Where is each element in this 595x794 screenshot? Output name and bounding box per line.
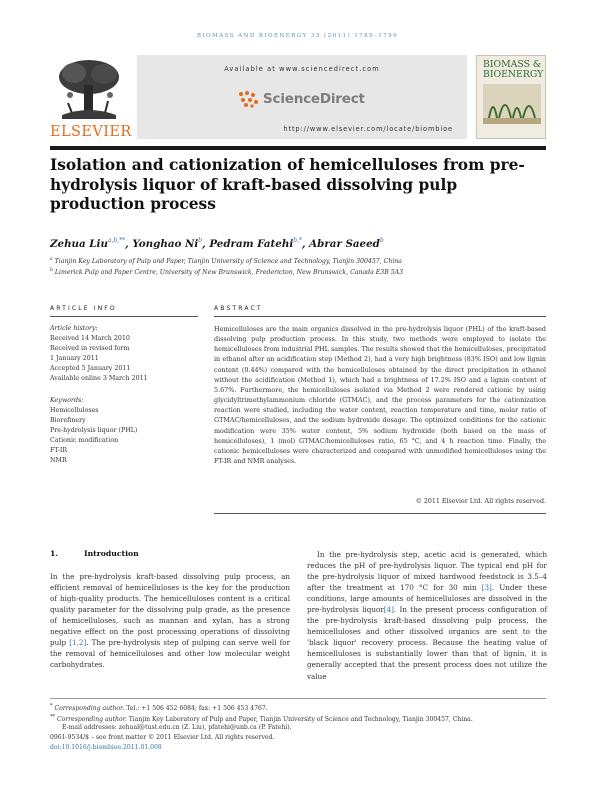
keyword: Biorefinery	[50, 416, 86, 424]
cover-title: BIOMASS & BIOENERGY	[483, 59, 544, 80]
article-info	[50, 324, 195, 466]
author-name: Zehua Liu	[50, 238, 108, 250]
footnote-corresponding-2: ** Corresponding author. Tianjin Key Laboratory of Pulp and Paper, Tianjin University of Science and Technology, Tianjin 300457, China.	[50, 714, 473, 724]
journal-homepage-link[interactable]: http://www.elsevier.com/locate/biombioe	[283, 125, 453, 133]
keyword: Pre-hydrolysis liquor (PHL)	[50, 426, 138, 434]
history-item: Available online 3 March 2011	[50, 375, 148, 383]
intro-left-column: In the pre-hydrolysis kraft-based dissolving pulp process, an efficient removal of hemicelluloses is the key for the production of high-quality products. The hemicelluloses content is a critical quality parameter for the dissolving pulp grade, as the presence of hemicelluloses, such as mannan and xylan, has a strong negative effect on the post processing operations of dissolving pulp [1,2]. The pre-hydrolysis step of pulping can serve well for the removal of hemicelluloses and other low molecular weight carbohydrates.	[50, 572, 291, 670]
author-list: Zehua Liu$^{a,b,**}$, Yonghao Ni$^b$, Pedram Fatehi$^{b,*}$, Abrar Saeed$^b$	[50, 237, 384, 250]
author-affil-marks[interactable]: b	[198, 237, 203, 244]
keyword: NMR	[50, 457, 67, 465]
author-name: Pedram Fatehi	[209, 238, 294, 250]
author-affil-marks[interactable]: b,*	[293, 237, 302, 244]
abstract-copyright: © 2011 Elsevier Ltd. All rights reserved.	[415, 498, 546, 505]
header-rule	[50, 146, 546, 150]
journal-cover	[476, 55, 546, 139]
section-heading	[50, 549, 139, 558]
footnote-corresponding-1: * Corresponding author. Tel.: +1 506 452 6084; fax: +1 506 453 4767.	[50, 703, 268, 713]
publisher-band	[137, 55, 467, 139]
sciencedirect-label: ScienceDirect	[263, 91, 365, 107]
cover-illustration-icon	[483, 84, 541, 124]
abstract-bottom-rule	[214, 513, 546, 514]
keyword: Hemicelluloses	[50, 406, 99, 414]
affiliation-b: $^b$ Limerick Pulp and Paper Centre, University of New Brunswick, Fredericton, New Brunswick, Canada E3B 5A3	[50, 268, 404, 276]
article-info-rule	[50, 316, 198, 317]
author-affil-marks[interactable]: a,b,**	[107, 237, 126, 244]
footnote-emails[interactable]: E-mail addresses: zehual@tust.edu.cn (Z. Liu), pfatehi@unb.ca (P. Fatehi).	[62, 724, 292, 731]
keywords-label: Keywords:	[50, 396, 84, 404]
history-item: Received 14 March 2010	[50, 335, 130, 343]
available-online-text[interactable]: Available at www.sciencedirect.com	[224, 65, 380, 73]
author-name: Abrar Saeed	[309, 238, 380, 250]
sciencedirect-icon	[237, 90, 259, 108]
elsevier-wordmark: ELSEVIER	[50, 124, 132, 140]
article-title: Isolation and cationization of hemicelluloses from pre-hydrolysis liquor of kraft-based dissolving pulp production process	[50, 156, 525, 214]
issn-line: 0961-9534/$ – see front matter © 2011 Elsevier Ltd. All rights reserved.	[50, 734, 275, 741]
keyword: FT-IR	[50, 447, 68, 455]
history-item: Received in revised form	[50, 345, 130, 353]
abstract-rule	[214, 316, 546, 317]
sciencedirect-logo[interactable]	[237, 88, 365, 110]
intro-right-column: In the pre-hydrolysis step, acetic acid is generated, which reduces the pH of pre-hydrolysis liquor. The typical end pH for the pre-hydrolysis liquor of mixed hardwood feedstock is 3.5–4 after the treatment at 170 °C for 30 min [3]. Under these conditions, large amounts of hemicelluloses are dissolved in the pre-hydrolysis liquor[4]. In the present process configuration of the pre-hydrolysis kraft-based dissolving pulp process, the hemicelluloses and other dissolved organics are sent to the 'black liquor' recovery process. Because the heating value of hemicelluloses is substantially lower than that of lignin, it is generally accepted that the present process does not utilize the value	[307, 550, 547, 681]
abstract-label: ABSTRACT	[214, 305, 263, 312]
history-item: Accepted 5 January 2011	[50, 365, 131, 373]
citation-link[interactable]: [3]	[481, 583, 492, 593]
keyword: Cationic modification	[50, 436, 119, 444]
section-title: Introduction	[84, 549, 139, 558]
section-number: 1.	[50, 549, 59, 558]
footnote-rule	[50, 698, 546, 699]
author-name: Yonghao Ni	[132, 238, 199, 250]
author-affil-marks[interactable]: b	[379, 237, 384, 244]
doi-link[interactable]: doi:10.1016/j.biombioe.2011.01.008	[50, 744, 162, 751]
history-label: Article history:	[50, 325, 98, 332]
affiliation-a: $^a$ Tianjin Key Laboratory of Pulp and Paper, Tianjin University of Science and Technology, Tianjin 300457, China	[50, 257, 403, 265]
abstract-text: Hemicelluloses are the main organics dissolved in the pre-hydrolysis liquor (PHL) of the kraft-based dissolving pulp production process. In this study, two methods were employed to isolate the hemicelluloses from industrial PHL samples. The results showed that the hemicelluloses, precipitated in ethanol after an acidification step (Method 2), had a very high brightness (83% ISO) and low lignin content (0.44%) compared with the hemicelluloses obtained by the direct precipitation in ethanol without the acidification (Method 1), which had a brightness of 17.2% ISO and a lignin content of 5.67%. Furthermore, the hemicelluloses isolated via Method 2 were rendered cationic by using glycidyltrimethylammonium chloride (GTMAC), and the process parameters for the cationization reaction were studied, including the water content, reaction temperature and time, molar ratio of GTMAC/hemicelluloses, and the sodium hydroxide dosage. The optimized conditions for the cationic modification were 35% water content, 5% sodium hydroxide (both based on the mass of hemicelluloses), 1 (mol) GTMAC/hemicelluloses ratio, 65 °C, and 4 h reaction time. Finally, the cationic hemicelluloses were characterized and compared with unmodified hemicelluloses using the FT-IR and NMR analyses.	[214, 325, 546, 466]
article-info-label: ARTICLE INFO	[50, 305, 117, 312]
citation-link[interactable]: [1,2]	[69, 638, 87, 648]
history-item: 1 January 2011	[50, 355, 99, 363]
citation-link[interactable]: [4]	[383, 605, 394, 615]
running-head: BIOMASS AND BIOENERGY 35 (2011) 1789–1796	[196, 33, 399, 39]
